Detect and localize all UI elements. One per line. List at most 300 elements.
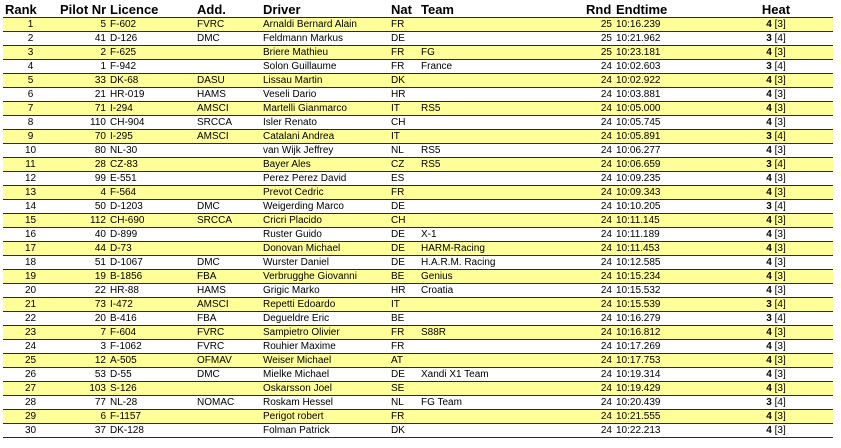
heat-cell <box>719 130 833 144</box>
licence-cell: F-602 <box>108 18 195 32</box>
table-row <box>3 270 833 284</box>
nat-cell: FR <box>389 340 419 354</box>
rank-cell: 11 <box>3 158 58 172</box>
heat-value: 4 <box>766 425 772 436</box>
rank-cell: 1 <box>3 18 58 32</box>
rank-cell: 29 <box>3 410 58 424</box>
licence-cell: CZ-83 <box>108 158 195 172</box>
rank-cell: 26 <box>3 368 58 382</box>
nat-cell: DK <box>389 74 419 88</box>
driver-cell: Solon Guillaume <box>261 60 389 74</box>
endtime-cell: 10:15.532 <box>614 284 719 298</box>
table-row <box>3 200 833 214</box>
rank-cell: 25 <box>3 354 58 368</box>
add-cell: DMC <box>195 368 261 382</box>
heat-cell <box>719 88 833 102</box>
rnd-cell: 24 <box>584 368 614 382</box>
heat-value: 4 <box>766 89 772 100</box>
header-pilot-nr: Pilot Nr <box>60 2 107 17</box>
add-cell <box>195 382 261 396</box>
table-row <box>3 18 833 32</box>
table-row <box>3 158 833 172</box>
team-cell: RS5 <box>419 158 584 172</box>
rnd-cell: 24 <box>584 312 614 326</box>
rnd-cell: 24 <box>584 228 614 242</box>
heat-cell <box>719 74 833 88</box>
team-cell: Croatia <box>419 284 584 298</box>
rnd-cell: 24 <box>584 284 614 298</box>
add-cell: AMSCI <box>195 102 261 116</box>
table-row <box>3 368 833 382</box>
rnd-cell: 24 <box>584 186 614 200</box>
heat-alt-value: [3] <box>774 369 786 380</box>
licence-cell: HR-88 <box>108 284 195 298</box>
header-licence: Licence <box>110 2 159 17</box>
rnd-cell: 24 <box>584 242 614 256</box>
rank-cell: 17 <box>3 242 58 256</box>
heat-value: 4 <box>766 285 772 296</box>
team-cell <box>419 186 584 200</box>
table-row <box>3 326 833 340</box>
rank-cell: 23 <box>3 326 58 340</box>
heat-value: 4 <box>766 103 772 114</box>
nat-cell: DK <box>389 424 419 438</box>
rank-cell: 8 <box>3 116 58 130</box>
rnd-cell: 24 <box>584 410 614 424</box>
heat-alt-value: [3] <box>774 75 786 86</box>
rank-cell: 16 <box>3 228 58 242</box>
add-cell: NOMAC <box>195 396 261 410</box>
add-cell <box>195 186 261 200</box>
endtime-cell: 10:06.277 <box>614 144 719 158</box>
driver-cell: Feldmann Markus <box>261 32 389 46</box>
heat-cell <box>719 354 833 368</box>
heat-alt-value: [3] <box>774 145 786 156</box>
add-cell <box>195 60 261 74</box>
add-cell <box>195 144 261 158</box>
rnd-cell: 24 <box>584 256 614 270</box>
driver-cell: Grigic Marko <box>261 284 389 298</box>
heat-value: 4 <box>766 215 772 226</box>
heat-alt-value: [3] <box>774 257 786 268</box>
rank-cell: 14 <box>3 200 58 214</box>
team-cell <box>419 200 584 214</box>
table-row <box>3 186 833 200</box>
team-cell: FG <box>419 46 584 60</box>
nat-cell: CH <box>389 116 419 130</box>
heat-alt-value: [3] <box>774 383 786 394</box>
add-cell <box>195 158 261 172</box>
endtime-cell: 10:21.962 <box>614 32 719 46</box>
table-row <box>3 424 833 438</box>
add-cell: FBA <box>195 270 261 284</box>
rnd-cell: 24 <box>584 130 614 144</box>
rank-cell: 7 <box>3 102 58 116</box>
pilot-nr-cell: 28 <box>58 158 108 172</box>
team-cell <box>419 354 584 368</box>
table-row <box>3 340 833 354</box>
header-heat: Heat <box>761 2 791 17</box>
table-row <box>3 74 833 88</box>
driver-cell: Bayer Ales <box>261 158 389 172</box>
heat-cell <box>719 270 833 284</box>
licence-cell: DK-128 <box>108 424 195 438</box>
endtime-cell: 10:05.000 <box>614 102 719 116</box>
nat-cell: DE <box>389 200 419 214</box>
add-cell: SRCCA <box>195 214 261 228</box>
endtime-cell: 10:11.145 <box>614 214 719 228</box>
licence-cell: S-126 <box>108 382 195 396</box>
header-driver: Driver <box>263 2 301 17</box>
endtime-cell: 10:17.269 <box>614 340 719 354</box>
add-cell: SRCCA <box>195 116 261 130</box>
driver-cell: Cricri Placido <box>261 214 389 228</box>
heat-cell <box>719 172 833 186</box>
table-row <box>3 396 833 410</box>
add-cell <box>195 172 261 186</box>
nat-cell: CH <box>389 214 419 228</box>
licence-cell: D-55 <box>108 368 195 382</box>
heat-value: 4 <box>766 145 772 156</box>
table-row <box>3 382 833 396</box>
team-cell <box>419 88 584 102</box>
rank-cell: 5 <box>3 74 58 88</box>
team-cell <box>419 74 584 88</box>
heat-alt-value: [3] <box>774 173 786 184</box>
endtime-cell: 10:17.753 <box>614 354 719 368</box>
driver-cell: Mielke Michael <box>261 368 389 382</box>
header-endtime: Endtime <box>616 2 668 17</box>
endtime-cell: 10:02.603 <box>614 60 719 74</box>
driver-cell: Verbrugghe Giovanni <box>261 270 389 284</box>
rnd-cell: 24 <box>584 60 614 74</box>
endtime-cell: 10:23.181 <box>614 46 719 60</box>
table-row <box>3 60 833 74</box>
rnd-cell: 24 <box>584 214 614 228</box>
licence-cell: I-472 <box>108 298 195 312</box>
rank-cell: 6 <box>3 88 58 102</box>
driver-cell: Degueldre Eric <box>261 312 389 326</box>
driver-cell: Lissau Martin <box>261 74 389 88</box>
team-cell <box>419 424 584 438</box>
driver-cell: Repetti Edoardo <box>261 298 389 312</box>
nat-cell: SE <box>389 382 419 396</box>
header-add: Add. <box>197 2 226 17</box>
rnd-cell: 24 <box>584 270 614 284</box>
rank-cell: 4 <box>3 60 58 74</box>
licence-cell: F-942 <box>108 60 195 74</box>
table-row <box>3 102 833 116</box>
endtime-cell: 10:10.205 <box>614 200 719 214</box>
licence-cell: HR-019 <box>108 88 195 102</box>
team-cell: H.A.R.M. Racing <box>419 256 584 270</box>
heat-alt-value: [3] <box>774 341 786 352</box>
add-cell <box>195 424 261 438</box>
pilot-nr-cell: 19 <box>58 270 108 284</box>
table-row <box>3 284 833 298</box>
add-cell: DMC <box>195 200 261 214</box>
rank-cell: 22 <box>3 312 58 326</box>
team-cell <box>419 18 584 32</box>
licence-cell: F-604 <box>108 326 195 340</box>
heat-value: 4 <box>766 369 772 380</box>
driver-cell: Arnaldi Bernard Alain <box>261 18 389 32</box>
heat-value: 4 <box>766 75 772 86</box>
endtime-cell: 10:22.213 <box>614 424 719 438</box>
header-rank: Rank <box>5 2 37 17</box>
licence-cell: B-416 <box>108 312 195 326</box>
heat-cell <box>719 186 833 200</box>
driver-cell: Weiser Michael <box>261 354 389 368</box>
nat-cell: NL <box>389 144 419 158</box>
nat-cell: BE <box>389 312 419 326</box>
add-cell: FVRC <box>195 340 261 354</box>
heat-alt-value: [3] <box>774 425 786 436</box>
nat-cell: CZ <box>389 158 419 172</box>
endtime-cell: 10:03.881 <box>614 88 719 102</box>
rnd-cell: 24 <box>584 200 614 214</box>
table-row <box>3 214 833 228</box>
driver-cell: Martelli Gianmarco <box>261 102 389 116</box>
endtime-cell: 10:11.453 <box>614 242 719 256</box>
licence-cell: I-295 <box>108 130 195 144</box>
team-cell <box>419 340 584 354</box>
heat-alt-value: [3] <box>774 103 786 114</box>
endtime-cell: 10:09.235 <box>614 172 719 186</box>
nat-cell: NL <box>389 396 419 410</box>
heat-alt-value: [3] <box>774 285 786 296</box>
driver-cell: Prevot Cedric <box>261 186 389 200</box>
nat-cell: DE <box>389 228 419 242</box>
rnd-cell: 24 <box>584 172 614 186</box>
pilot-nr-cell: 21 <box>58 88 108 102</box>
heat-alt-value: [3] <box>774 19 786 30</box>
add-cell: HAMS <box>195 284 261 298</box>
nat-cell: DE <box>389 256 419 270</box>
header-rnd: Rnd <box>586 2 612 17</box>
rnd-cell: 24 <box>584 102 614 116</box>
pilot-nr-cell: 22 <box>58 284 108 298</box>
pilot-nr-cell: 53 <box>58 368 108 382</box>
licence-cell: I-294 <box>108 102 195 116</box>
nat-cell: HR <box>389 88 419 102</box>
licence-cell: D-126 <box>108 32 195 46</box>
pilot-nr-cell: 2 <box>58 46 108 60</box>
heat-value: 4 <box>766 229 772 240</box>
heat-alt-value: [4] <box>774 397 786 408</box>
pilot-nr-cell: 20 <box>58 312 108 326</box>
rnd-cell: 24 <box>584 298 614 312</box>
team-cell <box>419 130 584 144</box>
rank-cell: 20 <box>3 284 58 298</box>
table-body <box>3 18 833 438</box>
heat-value: 4 <box>766 243 772 254</box>
nat-cell: DE <box>389 242 419 256</box>
team-cell <box>419 312 584 326</box>
nat-cell: FR <box>389 186 419 200</box>
heat-alt-value: [3] <box>774 243 786 254</box>
team-cell: X-1 <box>419 228 584 242</box>
pilot-nr-cell: 33 <box>58 74 108 88</box>
pilot-nr-cell: 71 <box>58 102 108 116</box>
rank-cell: 30 <box>3 424 58 438</box>
table-row <box>3 172 833 186</box>
add-cell <box>195 46 261 60</box>
licence-cell: A-505 <box>108 354 195 368</box>
pilot-nr-cell: 3 <box>58 340 108 354</box>
heat-cell <box>719 102 833 116</box>
endtime-cell: 10:06.659 <box>614 158 719 172</box>
table-row <box>3 354 833 368</box>
table-row <box>3 130 833 144</box>
team-cell <box>419 382 584 396</box>
licence-cell: D-1067 <box>108 256 195 270</box>
heat-value: 4 <box>766 173 772 184</box>
pilot-nr-cell: 73 <box>58 298 108 312</box>
rank-cell: 21 <box>3 298 58 312</box>
team-cell: HARM-Racing <box>419 242 584 256</box>
heat-cell <box>719 60 833 74</box>
endtime-cell: 10:21.555 <box>614 410 719 424</box>
heat-alt-value: [3] <box>774 89 786 100</box>
nat-cell: FR <box>389 18 419 32</box>
nat-cell: IT <box>389 102 419 116</box>
heat-cell <box>719 298 833 312</box>
driver-cell: Briere Mathieu <box>261 46 389 60</box>
team-cell: RS5 <box>419 144 584 158</box>
endtime-cell: 10:05.745 <box>614 116 719 130</box>
heat-alt-value: [3] <box>774 327 786 338</box>
nat-cell: AT <box>389 354 419 368</box>
rnd-cell: 24 <box>584 88 614 102</box>
licence-cell: D-73 <box>108 242 195 256</box>
endtime-cell: 10:12.585 <box>614 256 719 270</box>
heat-alt-value: [4] <box>774 61 786 72</box>
heat-cell <box>719 312 833 326</box>
heat-value: 4 <box>766 411 772 422</box>
add-cell: FBA <box>195 312 261 326</box>
rnd-cell: 24 <box>584 74 614 88</box>
heat-alt-value: [4] <box>774 159 786 170</box>
heat-value: 3 <box>766 33 772 44</box>
nat-cell: IT <box>389 298 419 312</box>
add-cell: AMSCI <box>195 130 261 144</box>
add-cell: FVRC <box>195 326 261 340</box>
header-nat: Nat <box>391 2 412 17</box>
endtime-cell: 10:02.922 <box>614 74 719 88</box>
endtime-cell: 10:05.891 <box>614 130 719 144</box>
table-row <box>3 46 833 60</box>
heat-value: 3 <box>766 131 772 142</box>
rnd-cell: 24 <box>584 326 614 340</box>
heat-alt-value: [4] <box>774 131 786 142</box>
licence-cell: DK-68 <box>108 74 195 88</box>
heat-alt-value: [4] <box>774 299 786 310</box>
team-cell <box>419 298 584 312</box>
table-row <box>3 32 833 46</box>
table-row <box>3 242 833 256</box>
heat-cell <box>719 242 833 256</box>
heat-value: 4 <box>766 383 772 394</box>
heat-alt-value: [3] <box>774 271 786 282</box>
heat-cell <box>719 396 833 410</box>
add-cell: FVRC <box>195 18 261 32</box>
pilot-nr-cell: 112 <box>58 214 108 228</box>
header-team: Team <box>421 2 454 17</box>
pilot-nr-cell: 51 <box>58 256 108 270</box>
heat-cell <box>719 228 833 242</box>
heat-alt-value: [4] <box>774 201 786 212</box>
licence-cell: NL-28 <box>108 396 195 410</box>
table-row <box>3 410 833 424</box>
nat-cell: IT <box>389 130 419 144</box>
table-header <box>3 2 833 18</box>
pilot-nr-cell: 6 <box>58 410 108 424</box>
pilot-nr-cell: 80 <box>58 144 108 158</box>
driver-cell: Oskarsson Joel <box>261 382 389 396</box>
driver-cell: Catalani Andrea <box>261 130 389 144</box>
heat-cell <box>719 18 833 32</box>
driver-cell: Isler Renato <box>261 116 389 130</box>
heat-value: 4 <box>766 187 772 198</box>
endtime-cell: 10:09.343 <box>614 186 719 200</box>
heat-cell <box>719 46 833 60</box>
add-cell: DASU <box>195 74 261 88</box>
rank-cell: 18 <box>3 256 58 270</box>
driver-cell: Perigot robert <box>261 410 389 424</box>
team-cell <box>419 116 584 130</box>
team-cell: RS5 <box>419 102 584 116</box>
nat-cell: BE <box>389 270 419 284</box>
driver-cell: Roskam Hessel <box>261 396 389 410</box>
endtime-cell: 10:19.314 <box>614 368 719 382</box>
rank-cell: 2 <box>3 32 58 46</box>
add-cell <box>195 228 261 242</box>
heat-cell <box>719 32 833 46</box>
rnd-cell: 24 <box>584 158 614 172</box>
pilot-nr-cell: 40 <box>58 228 108 242</box>
rank-cell: 28 <box>3 396 58 410</box>
licence-cell: F-1062 <box>108 340 195 354</box>
table-row <box>3 312 833 326</box>
heat-value: 3 <box>766 61 772 72</box>
add-cell: OFMAV <box>195 354 261 368</box>
nat-cell: FR <box>389 46 419 60</box>
add-cell <box>195 410 261 424</box>
pilot-nr-cell: 77 <box>58 396 108 410</box>
rank-cell: 15 <box>3 214 58 228</box>
pilot-nr-cell: 41 <box>58 32 108 46</box>
rnd-cell: 25 <box>584 32 614 46</box>
licence-cell: NL-30 <box>108 144 195 158</box>
pilot-nr-cell: 44 <box>58 242 108 256</box>
heat-value: 3 <box>766 397 772 408</box>
pilot-nr-cell: 5 <box>58 18 108 32</box>
driver-cell: Weigerding Marco <box>261 200 389 214</box>
driver-cell: Veseli Dario <box>261 88 389 102</box>
table-row <box>3 116 833 130</box>
pilot-nr-cell: 50 <box>58 200 108 214</box>
rnd-cell: 24 <box>584 396 614 410</box>
licence-cell: B-1856 <box>108 270 195 284</box>
heat-value: 4 <box>766 327 772 338</box>
add-cell: HAMS <box>195 88 261 102</box>
team-cell: France <box>419 60 584 74</box>
driver-cell: Perez Perez David <box>261 172 389 186</box>
nat-cell: DE <box>389 368 419 382</box>
rank-cell: 24 <box>3 340 58 354</box>
table-row <box>3 256 833 270</box>
